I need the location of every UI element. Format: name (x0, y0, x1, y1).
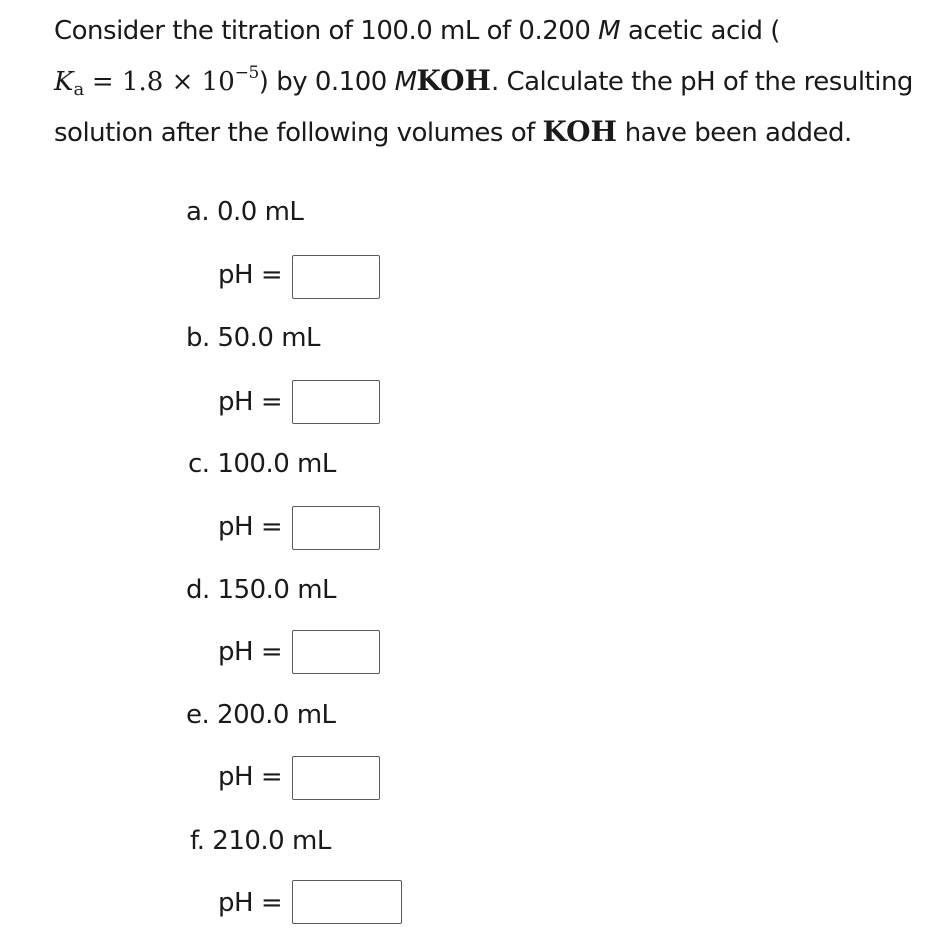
question-ending: have been added. (616, 118, 852, 148)
part-f-label: f. 210.0 mL (190, 826, 331, 856)
part-e-ph-input[interactable] (292, 756, 380, 800)
ka-subscript: a (73, 79, 84, 100)
molarity-symbol-2: M (394, 67, 417, 97)
base-formula: KOH (416, 64, 491, 97)
ka-value: = 1.8 × 10 (83, 67, 235, 97)
part-a-ph-label: pH = (218, 260, 283, 290)
question-instruction: . Calculate the pH of the resulting solution after the following volumes of (54, 67, 913, 148)
part-e-label: e. 200.0 mL (186, 700, 336, 730)
part-b-label: b. 50.0 mL (186, 323, 321, 353)
part-f-ph-input[interactable] (292, 880, 402, 924)
base-formula-2: KOH (542, 115, 617, 148)
part-b-ph-input[interactable] (292, 380, 380, 424)
molarity-symbol: M (598, 16, 621, 46)
part-d-ph-label: pH = (218, 637, 283, 667)
part-a-ph-input[interactable] (292, 255, 380, 299)
question-text (54, 10, 934, 154)
question-acid: acetic acid ( (620, 16, 780, 46)
part-a-label: a. 0.0 mL (186, 197, 304, 227)
part-c-ph-input[interactable] (292, 506, 380, 550)
question-base: ) by 0.100 (258, 67, 395, 97)
question-intro: Consider the titration of 100.0 mL of 0.200 (54, 16, 599, 46)
ka-symbol: K (54, 67, 74, 97)
part-f-ph-label: pH = (218, 888, 283, 918)
part-d-ph-input[interactable] (292, 630, 380, 674)
part-c-ph-label: pH = (218, 512, 283, 542)
part-b-ph-label: pH = (218, 387, 283, 417)
part-d-label: d. 150.0 mL (186, 575, 337, 605)
part-e-ph-label: pH = (218, 762, 283, 792)
ka-exponent: −5 (234, 63, 259, 83)
part-c-label: c. 100.0 mL (188, 449, 336, 479)
